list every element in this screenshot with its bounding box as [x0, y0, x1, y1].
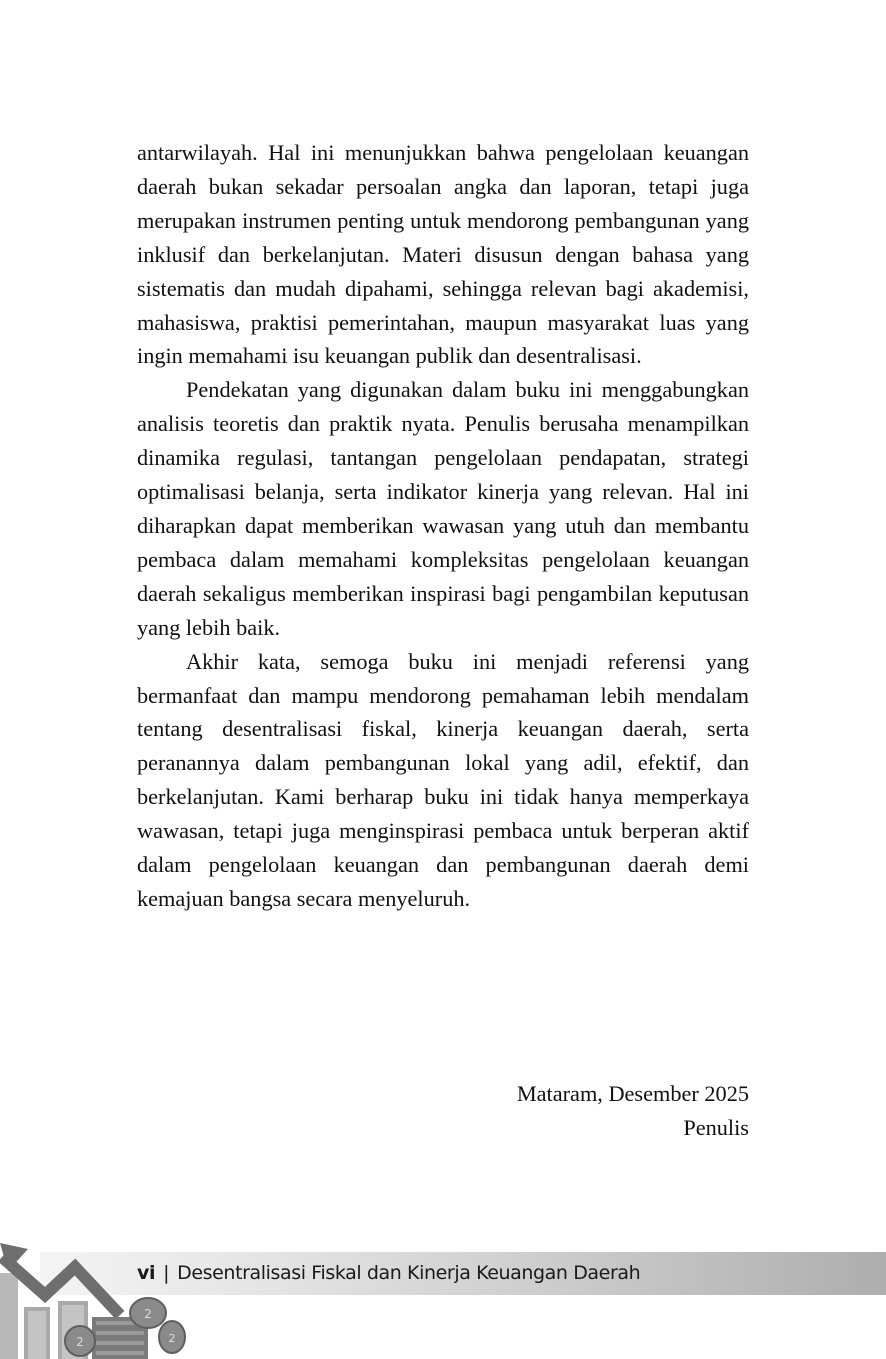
running-footer	[137, 1260, 640, 1287]
signature-block	[517, 1077, 749, 1145]
paragraph-3: Akhir kata, semoga buku ini menjadi referensi yang bermanfaat dan mampu mendorong pemahaman lebih mendalam tentang desentralisasi fiskal, kinerja keuangan daerah, serta peranannya dalam pembangunan lokal yang adil, efektif, dan berkelanjutan. Kami berharap buku ini tidak hanya memperkaya wawasan, tetapi juga menginspirasi pembaca untuk berperan aktif dalam pengelolaan keuangan dan pembangunan daerah demi kemajuan bangsa secara menyeluruh.	[137, 648, 749, 911]
signature-author: Penulis	[683, 1114, 749, 1140]
paragraph-1: antarwilayah. Hal ini menunjukkan bahwa pengelolaan keuangan daerah bukan sekadar persoalan angka dan laporan, tetapi juga merupakan instrumen penting untuk mendorong pembangunan yang inklusif dan berkelanjutan. Materi disusun dengan bahasa yang sistematis dan mudah dipahami, sehingga relevan bagi akademisi, mahasiswa, praktisi pemerintahan, maupun masyarakat luas yang ingin memahami isu keuangan publik dan desentralisasi.	[137, 140, 749, 369]
svg-text:2: 2	[144, 1307, 152, 1321]
page-number: vi	[137, 1262, 156, 1284]
paragraph-2: Pendekatan yang digunakan dalam buku ini menggabungkan analisis teoretis dan praktik nyata. Penulis berusaha menampilkan dinamika regulasi, tantangan pengelolaan pendapatan, strategi optimalisasi belanja, serta indikator kinerja yang relevan. Hal ini diharapkan dapat memberikan wawasan yang utuh dan membantu pembaca dalam memahami kompleksitas pengelolaan keuangan daerah sekaligus memberikan inspirasi bagi pengambilan keputusan yang lebih baik.	[137, 377, 749, 640]
book-title: Desentralisasi Fiskal dan Kinerja Keuangan Daerah	[177, 1262, 641, 1284]
page-body	[137, 136, 749, 916]
signature-place-date: Mataram, Desember 2025	[516, 1081, 749, 1106]
footer-separator: |	[163, 1262, 170, 1284]
growth-chart-coins-icon	[0, 1235, 200, 1359]
svg-text:2: 2	[168, 1332, 176, 1345]
svg-text:2: 2	[76, 1335, 84, 1349]
